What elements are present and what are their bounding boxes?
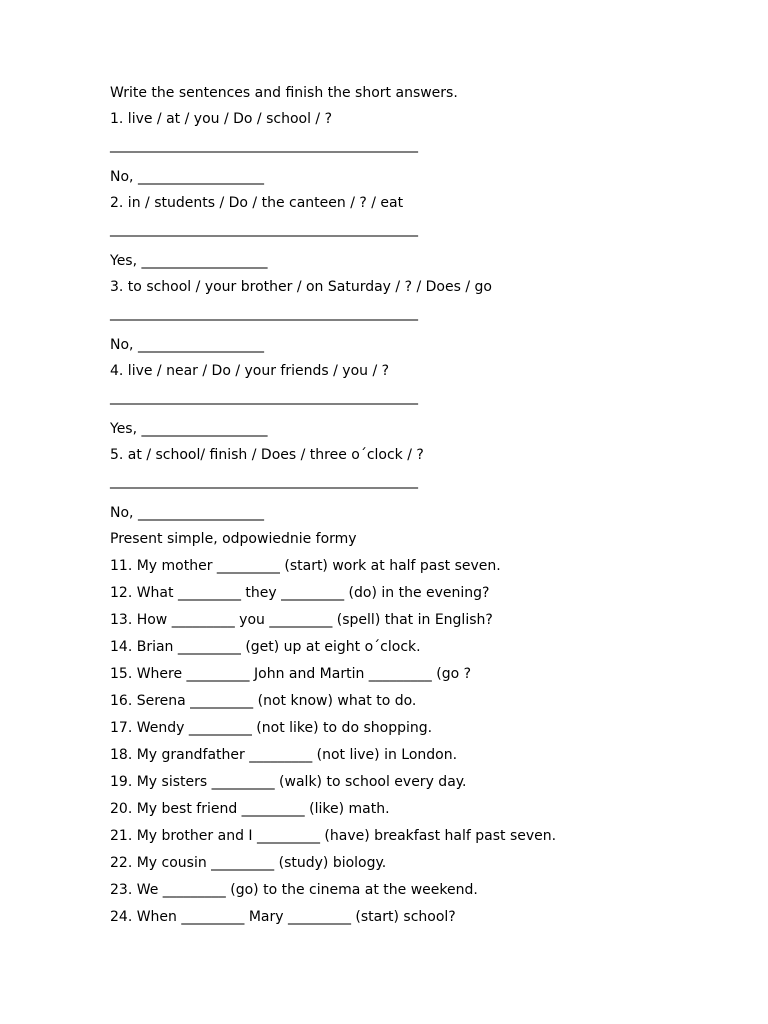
list-item: 15. Where _________ John and Martin _________ (go ? <box>110 666 472 682</box>
short-answer-4: Yes, __________________ <box>110 421 268 437</box>
exercise-4 <box>110 362 710 438</box>
list-item: 13. How _________ you _________ (spell) that in English? <box>110 612 493 628</box>
prompt-3: 3. to school / your brother / on Saturday / ? / Does / go <box>110 279 492 295</box>
prompt-2: 2. in / students / Do / the canteen / ? / eat <box>110 195 404 211</box>
list-item: 24. When _________ Mary _________ (start) school? <box>110 909 456 925</box>
short-answer-2: Yes, __________________ <box>110 253 268 269</box>
answer-line-4: ____________________________________________ <box>110 389 418 405</box>
list-item: 22. My cousin _________ (study) biology. <box>110 855 387 871</box>
exercise-1 <box>110 110 710 186</box>
section-title: Present simple, odpowiednie formy <box>110 531 357 547</box>
prompt-1: 1. live / at / you / Do / school / ? <box>110 111 333 127</box>
list-item: 14. Brian _________ (get) up at eight o´clock. <box>110 639 421 655</box>
answer-line-5: ____________________________________________ <box>110 473 418 489</box>
exercise-3 <box>110 278 710 354</box>
exercise-2 <box>110 194 710 270</box>
answer-line-3: ____________________________________________ <box>110 305 418 321</box>
list-item: 12. What _________ they _________ (do) in the evening? <box>110 585 490 601</box>
answer-line-2: ____________________________________________ <box>110 221 418 237</box>
list-item: 11. My mother _________ (start) work at half past seven. <box>110 558 501 574</box>
prompt-5: 5. at / school/ finish / Does / three o´clock / ? <box>110 447 424 463</box>
short-answer-1: No, __________________ <box>110 169 264 185</box>
present-simple-list <box>110 557 710 926</box>
list-item: 21. My brother and I _________ (have) breakfast half past seven. <box>110 828 557 844</box>
short-answer-5: No, __________________ <box>110 505 264 521</box>
list-item: 23. We _________ (go) to the cinema at the weekend. <box>110 882 478 898</box>
exercise-5 <box>110 446 710 522</box>
list-item: 16. Serena _________ (not know) what to do. <box>110 693 417 709</box>
list-item: 19. My sisters _________ (walk) to school every day. <box>110 774 467 790</box>
short-answer-3: No, __________________ <box>110 337 264 353</box>
list-item: 17. Wendy _________ (not like) to do shopping. <box>110 720 433 736</box>
answer-line-1: ____________________________________________ <box>110 137 418 153</box>
list-item: 18. My grandfather _________ (not live) in London. <box>110 747 458 763</box>
worksheet <box>110 84 710 926</box>
list-item: 20. My best friend _________ (like) math. <box>110 801 390 817</box>
instruction: Write the sentences and finish the short answers. <box>110 85 458 101</box>
prompt-4: 4. live / near / Do / your friends / you / ? <box>110 363 390 379</box>
